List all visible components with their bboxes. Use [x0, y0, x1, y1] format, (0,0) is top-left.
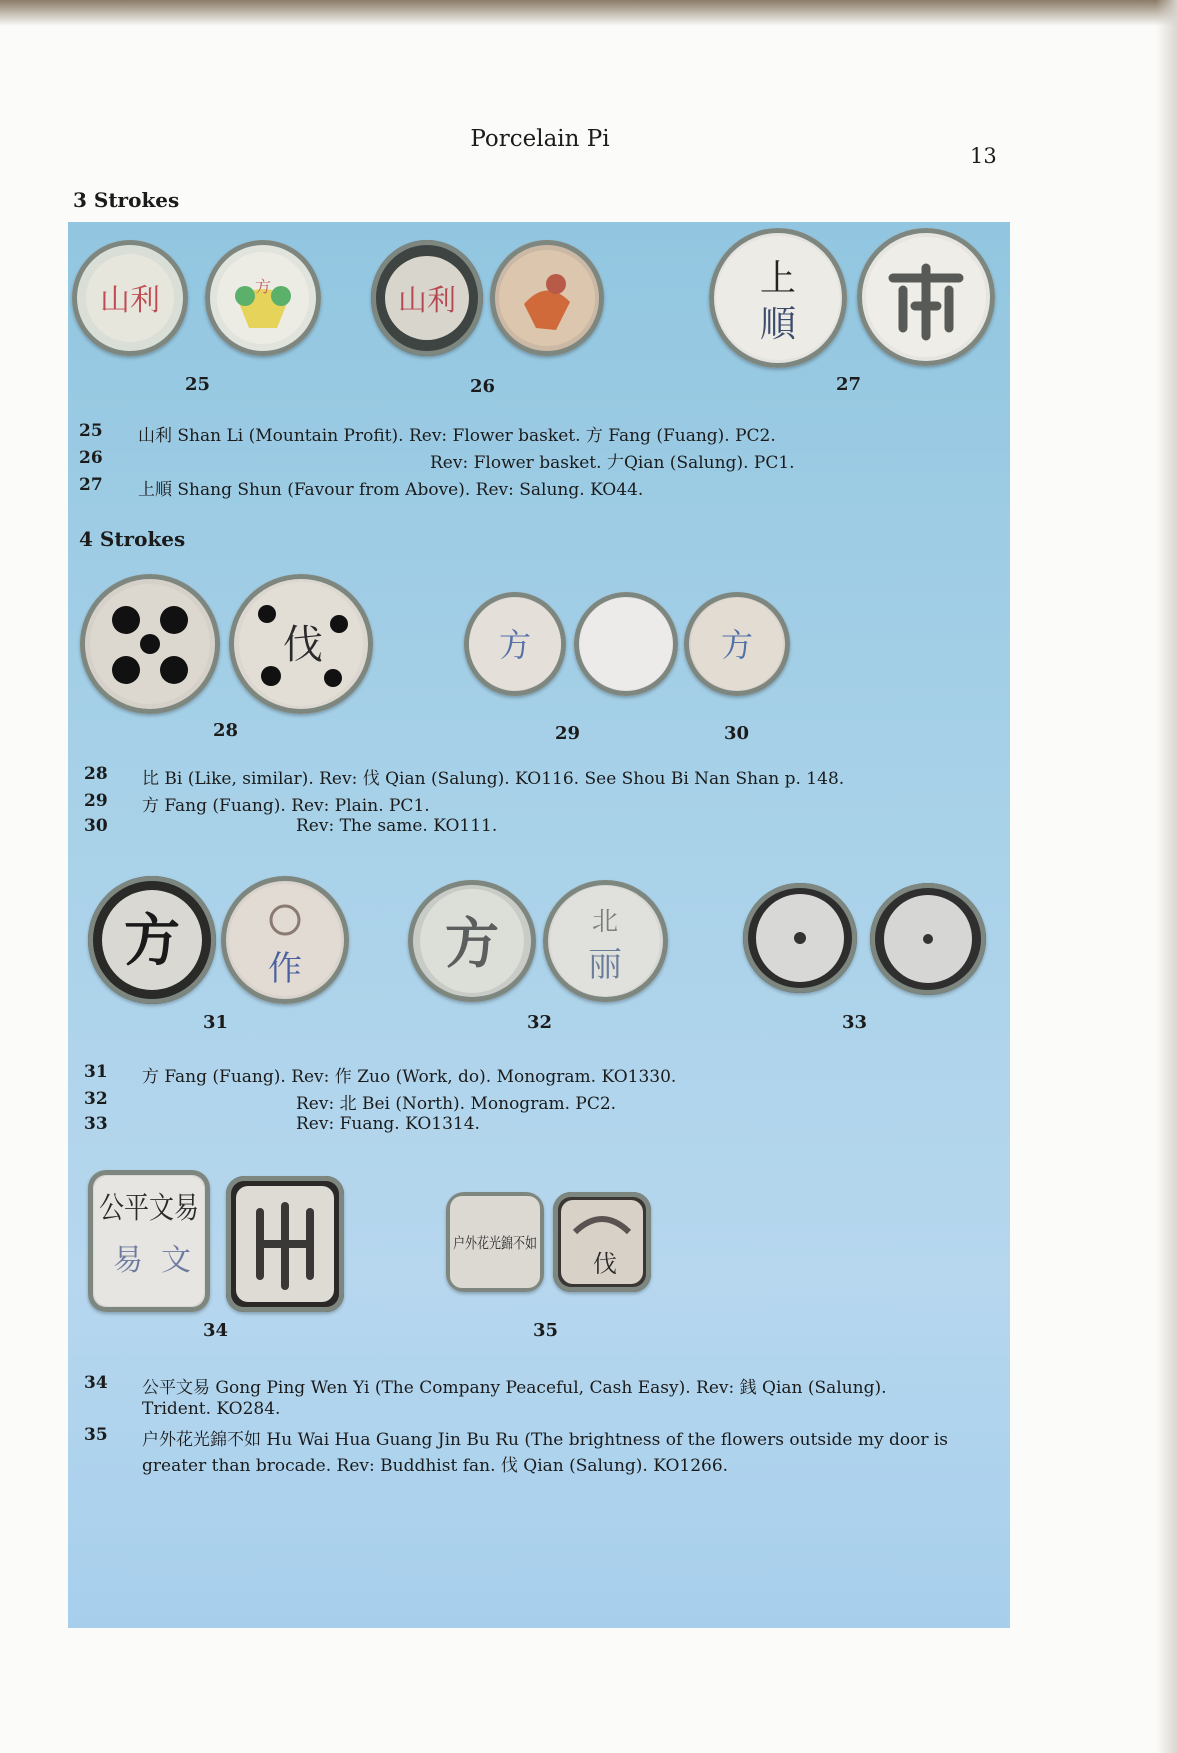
caption-text: Rev: The same. KO111. — [296, 816, 498, 836]
caption-text: 比 Bi (Like, similar). Rev: 伐 Qian (Salung). KO116. See Shou Bi Nan Shan p. 148. — [142, 769, 845, 789]
caption-text-continued: Trident. KO284. — [142, 1399, 281, 1419]
coin-26-reverse — [490, 240, 604, 356]
section-heading-4-strokes: 4 Strokes — [79, 527, 186, 551]
caption-text: Rev: 北 Bei (North). Monogram. PC2. — [296, 1094, 617, 1114]
coin-28-obverse — [80, 574, 220, 714]
caption-number: 32 — [84, 1089, 108, 1109]
figure-label-28: 28 — [213, 720, 239, 741]
coin-glyph: 方 — [498, 626, 532, 664]
caption-text-continued: greater than brocade. Rev: Buddhist fan. 伐 Qian (Salung). KO1266. — [142, 1456, 729, 1476]
caption-text: 公平文易 Gong Ping Wen Yi (The Company Peaceful, Cash Easy). Rev: 銭 Qian (Salung). — [142, 1378, 887, 1398]
coin-glyph: 方 — [720, 626, 754, 664]
svg-text:文: 文 — [161, 1243, 191, 1278]
page-right-edge — [1156, 0, 1178, 1753]
coin-glyph: 户外花光錦不如 — [453, 1234, 537, 1252]
coin-27-reverse — [857, 228, 995, 366]
caption-number: 27 — [79, 475, 103, 495]
caption-text: 户外花光錦不如 Hu Wai Hua Guang Jin Bu Ru (The brightness of the flowers outside my door is — [142, 1430, 949, 1450]
coin-glyph: 方 — [254, 277, 272, 296]
page-number: 13 — [970, 144, 997, 168]
figure-label-33: 33 — [842, 1012, 868, 1033]
caption-number: 30 — [84, 816, 108, 836]
caption-number: 28 — [84, 764, 108, 784]
svg-text:易: 易 — [113, 1243, 143, 1278]
figure-label-25: 25 — [185, 374, 211, 395]
figure-label-34: 34 — [203, 1320, 229, 1341]
caption-text: 上順 Shang Shun (Favour from Above). Rev: Salung. KO44. — [138, 480, 644, 500]
figure-label-29: 29 — [555, 723, 581, 744]
section-heading-3-strokes: 3 Strokes — [73, 188, 180, 212]
coin-glyph-bottom: 順 — [759, 304, 797, 345]
coin-30-obverse — [684, 592, 790, 696]
caption-number: 35 — [84, 1425, 108, 1445]
coin-27-obverse — [709, 228, 847, 368]
page-top-shadow — [0, 0, 1178, 26]
caption-number: 29 — [84, 791, 108, 811]
caption-number: 25 — [79, 421, 103, 441]
coin-glyph-top: 上 — [759, 258, 797, 299]
running-title: Porcelain Pi — [470, 126, 610, 152]
coin-25-reverse — [205, 240, 321, 356]
caption-number: 33 — [84, 1114, 108, 1134]
figure-label-27: 27 — [836, 374, 862, 395]
coin-35-obverse — [446, 1192, 544, 1292]
figure-label-26: 26 — [470, 376, 496, 397]
coin-glyph: 伐 — [593, 1250, 617, 1278]
caption-text: 方 Fang (Fuang). Rev: Plain. PC1. — [142, 796, 430, 816]
svg-text:丽: 丽 — [588, 945, 622, 985]
caption-text: Rev: Flower basket. 𠂇Qian (Salung). PC1. — [430, 453, 795, 473]
caption-text: Rev: Fuang. KO1314. — [296, 1114, 480, 1134]
caption-text: 山利 Shan Li (Mountain Profit). Rev: Flower basket. 方 Fang (Fuang). PC2. — [138, 426, 776, 446]
coin-glyph: 作 — [268, 949, 302, 989]
coin-25-obverse — [72, 240, 188, 356]
coin-glyph: 方 — [124, 908, 180, 974]
coin-glyph: 伐 — [283, 622, 323, 668]
coin-29-obverse — [464, 592, 566, 696]
coin-31-obverse — [88, 876, 216, 1004]
coin-33-reverse — [870, 883, 986, 995]
coin-glyph: 山利 — [397, 283, 457, 317]
caption-text: 方 Fang (Fuang). Rev: 作 Zuo (Work, do). Monogram. KO1330. — [142, 1067, 677, 1087]
coin-glyph: 北 — [591, 907, 619, 937]
figure-label-32: 32 — [527, 1012, 553, 1033]
coin-glyph: 方 — [445, 911, 499, 975]
coin-31-reverse — [221, 876, 349, 1004]
coin-34-obverse — [88, 1170, 210, 1312]
coin-34-reverse — [226, 1176, 344, 1312]
coin-glyph: 山利 — [100, 283, 160, 318]
coin-glyph: 公平文易 — [99, 1191, 199, 1226]
coin-35-reverse — [553, 1192, 651, 1292]
figure-label-30: 30 — [724, 723, 750, 744]
caption-number: 31 — [84, 1062, 108, 1082]
figure-label-35: 35 — [533, 1320, 559, 1341]
coin-33-obverse — [743, 883, 857, 993]
coin-28-reverse — [229, 574, 373, 714]
figure-label-31: 31 — [203, 1012, 229, 1033]
coin-32-obverse — [408, 880, 536, 1002]
coin-32-reverse — [543, 880, 668, 1002]
coin-26-obverse — [371, 240, 483, 356]
caption-number: 26 — [79, 448, 103, 468]
caption-number: 34 — [84, 1373, 108, 1393]
coin-29-reverse — [574, 592, 678, 696]
